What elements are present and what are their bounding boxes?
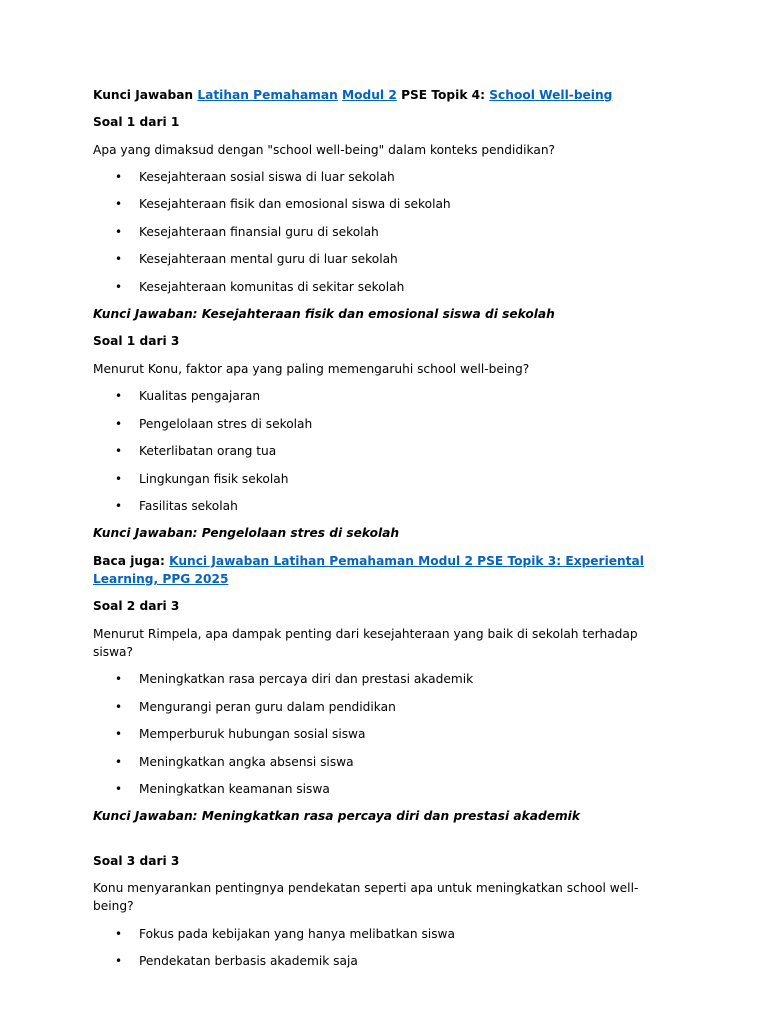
answer-key: Kunci Jawaban: Kesejahteraan fisik dan emosional siswa di sekolah	[93, 306, 555, 321]
baca-juga	[93, 552, 663, 588]
option-item: • Kesejahteraan sosial siswa di luar sekolah	[115, 170, 395, 184]
option-item: • Pengelolaan stres di sekolah	[115, 416, 313, 431]
option-item: • Memperburuk hubungan sosial siswa	[115, 727, 366, 742]
option-item: • Kesejahteraan fisik dan emosional siswa di sekolah	[115, 197, 451, 212]
link-latihan-pemahaman[interactable]: Latihan Pemahaman	[197, 88, 338, 102]
option-item: • Meningkatkan keamanan siswa	[115, 781, 330, 796]
question-heading: Soal 2 dari 3	[93, 599, 180, 614]
option-item: • Fokus pada kebijakan yang hanya melibatkan siswa	[115, 926, 455, 941]
question-text: Menurut Rimpela, apa dampak penting dari kesejahteraan yang baik di sekolah terhadap siswa?	[93, 626, 638, 659]
bullet-icon: •	[115, 781, 123, 796]
bullet-icon: •	[115, 754, 123, 769]
bullet-icon: •	[115, 444, 123, 459]
bullet-icon: •	[115, 727, 123, 742]
bullet-icon: •	[115, 252, 123, 267]
option-item: • Kualitas pengajaran	[115, 389, 261, 404]
option-item: • Lingkungan fisik sekolah	[115, 471, 289, 486]
title-middle: PSE Topik 4:	[396, 88, 490, 102]
bullet-icon: •	[115, 699, 123, 714]
option-item: • Fasilitas sekolah	[115, 499, 238, 514]
bullet-icon: •	[115, 672, 123, 687]
bullet-icon: •	[115, 224, 123, 239]
answer-key: Kunci Jawaban: Pengelolaan stres di sekolah	[93, 526, 400, 541]
baca-juga-label: Baca juga:	[93, 553, 170, 568]
question-text: Menurut Konu, faktor apa yang paling memengaruhi school well-being?	[93, 361, 530, 376]
bullet-icon: •	[115, 499, 123, 514]
option-item: • Kesejahteraan komunitas di sekitar sekolah	[115, 279, 405, 294]
bullet-icon: •	[115, 389, 123, 404]
document-title	[93, 86, 663, 104]
question-text: Konu menyarankan pentingnya pendekatan seperti apa untuk meningkatkan school well-being?	[93, 881, 639, 914]
bullet-icon: •	[115, 170, 123, 184]
spacer	[93, 835, 663, 852]
question-text: Apa yang dimaksud dengan "school well-being" dalam konteks pendidikan?	[93, 142, 556, 157]
bullet-icon: •	[115, 416, 123, 431]
option-item: • Kesejahteraan finansial guru di sekolah	[115, 224, 379, 239]
question-heading: Soal 1 dari 1	[93, 115, 180, 129]
option-list	[93, 670, 663, 798]
bullet-icon: •	[115, 926, 123, 941]
link-modul-2[interactable]: Modul 2	[342, 88, 397, 102]
question-heading: Soal 1 dari 3	[93, 334, 180, 349]
link-baca-juga[interactable]: Kunci Jawaban Latihan Pemahaman Modul 2 PSE Topik 3: Experiental Learning, PPG 2025	[93, 553, 644, 586]
option-list	[93, 925, 663, 970]
bullet-icon: •	[115, 954, 123, 969]
document-content	[93, 86, 663, 980]
option-item: • Pendekatan berbasis akademik saja	[115, 954, 358, 969]
option-list	[93, 168, 663, 296]
option-list	[93, 387, 663, 515]
option-item: • Mengurangi peran guru dalam pendidikan	[115, 699, 396, 714]
option-item: • Kesejahteraan mental guru di luar sekolah	[115, 252, 398, 267]
link-school-well-being[interactable]: School Well-being	[489, 88, 613, 102]
bullet-icon: •	[115, 279, 123, 294]
title-prefix: Kunci Jawaban	[93, 88, 198, 102]
question-heading: Soal 3 dari 3	[93, 853, 180, 868]
answer-key: Kunci Jawaban: Meningkatkan rasa percaya diri dan prestasi akademik	[93, 809, 580, 824]
option-item: • Meningkatkan angka absensi siswa	[115, 754, 354, 769]
option-item: • Keterlibatan orang tua	[115, 444, 277, 459]
bullet-icon: •	[115, 197, 123, 212]
option-item: • Meningkatkan rasa percaya diri dan prestasi akademik	[115, 672, 474, 687]
bullet-icon: •	[115, 471, 123, 486]
